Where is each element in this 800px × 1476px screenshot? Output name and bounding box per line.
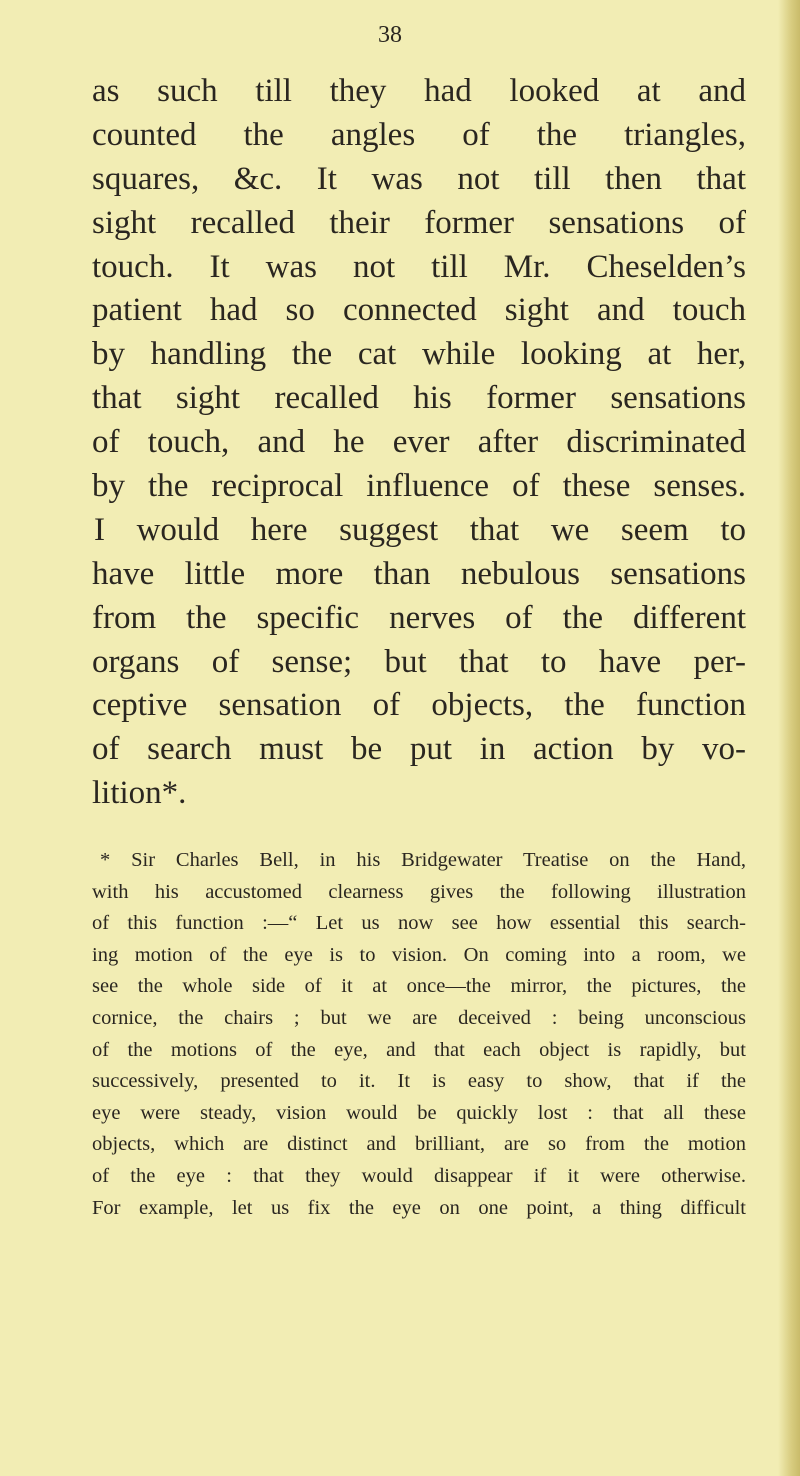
- body-line: squares, &c. It was not till then that: [92, 160, 746, 197]
- body-line: as such till they had looked at and: [92, 73, 746, 109]
- page-edge-shadow: [778, 0, 800, 1476]
- footnote-line: For example, let us fix the eye on one point, a thing difficult: [92, 1196, 746, 1219]
- footnote-line: cornice, the chairs ; but we are deceived : being unconscious: [92, 1006, 746, 1029]
- body-line: I would here suggest that we seem to: [94, 511, 746, 548]
- footnote-line: of this function :—“ Let us now see how essential this search-: [92, 912, 746, 935]
- body-line: that sight recalled his former sensations: [92, 380, 746, 417]
- body-text: [92, 70, 746, 816]
- footnote-line: of the motions of the eye, and that each object is rapidly, but: [92, 1038, 746, 1061]
- footnote-line: successively, presented to it. It is easy to show, that if the: [92, 1070, 746, 1093]
- body-line: organs of sense; but that to have per-: [92, 643, 746, 680]
- body-line: touch. It was not till Mr. Cheselden’s: [92, 248, 746, 285]
- body-line: patient had so connected sight and touch: [92, 292, 746, 329]
- footnote-line: * Sir Charles Bell, in his Bridgewater Treatise on the Hand,: [100, 849, 746, 871]
- body-line: have little more than nebulous sensations: [92, 555, 746, 592]
- body-line: of touch, and he ever after discriminated: [92, 424, 746, 461]
- footnote-line: eye were steady, vision would be quickly lost : that all these: [92, 1101, 746, 1124]
- body-line: by the reciprocal influence of these senses.: [92, 468, 746, 505]
- footnote-line: with his accustomed clearness gives the following illustration: [92, 880, 746, 903]
- body-line: sight recalled their former sensations of: [92, 204, 746, 241]
- footnote-line: ing motion of the eye is to vision. On coming into a room, we: [92, 943, 746, 966]
- body-line: counted the angles of the triangles,: [92, 116, 746, 153]
- body-line: ceptive sensation of objects, the function: [92, 687, 746, 724]
- body-line: from the specific nerves of the different: [92, 599, 746, 636]
- page-number: 38: [378, 22, 402, 48]
- footnote-line: of the eye : that they would disappear if it were otherwise.: [92, 1164, 746, 1187]
- body-line: lition*.: [92, 775, 187, 812]
- footnote: [92, 845, 746, 1224]
- body-line: by handling the cat while looking at her,: [92, 336, 746, 373]
- footnote-line: objects, which are distinct and brilliant, are so from the motion: [92, 1133, 746, 1156]
- body-line: of search must be put in action by vo-: [92, 731, 746, 768]
- footnote-line: see the whole side of it at once—the mirror, the pictures, the: [92, 975, 746, 998]
